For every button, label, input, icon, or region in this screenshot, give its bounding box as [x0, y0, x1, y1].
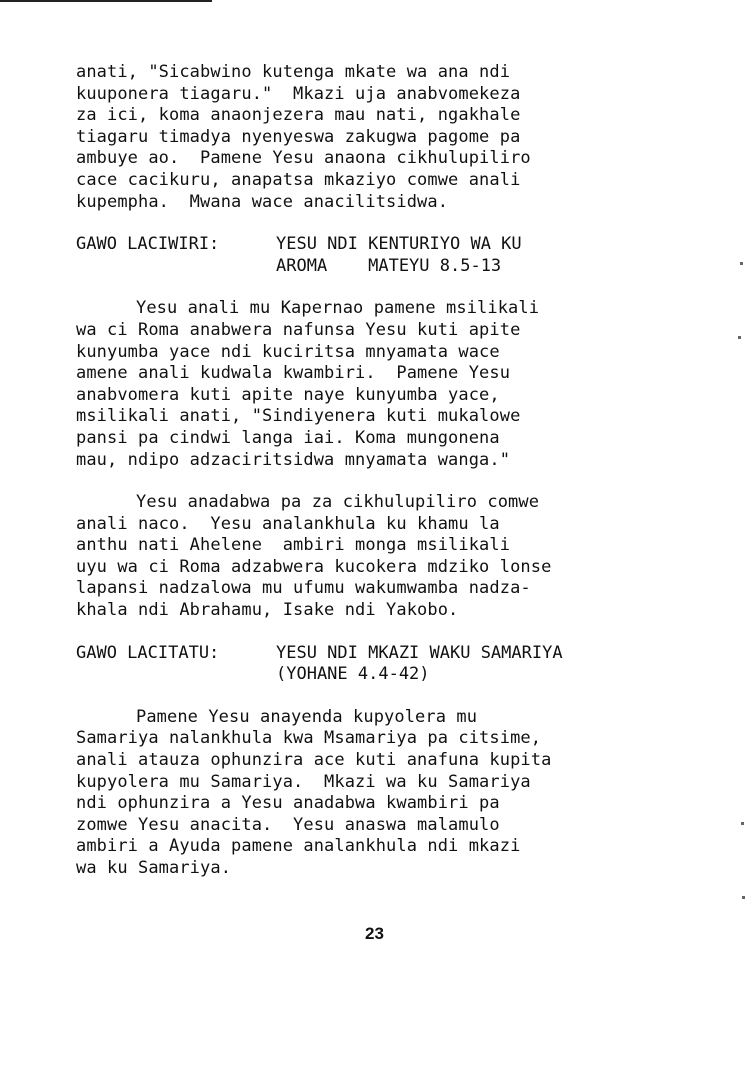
text-line: ambiri a Ayuda pamene analankhula ndi mkazi	[76, 836, 521, 857]
text-line: uyu wa ci Roma adzabwera kucokera mdziko lonse	[76, 556, 552, 577]
section-heading-1	[76, 234, 666, 277]
text-line: ndi ophunzira a Yesu anadabwa kwambiri pa	[76, 793, 500, 814]
text-line: za ici, koma anaonjezera mau nati, ngakhale	[76, 105, 521, 126]
text-line: Yesu anali mu Kapernao pamene msilikali	[136, 298, 540, 319]
text-line: kunyumba yace ndi kuciritsa mnyamata wace	[76, 341, 500, 362]
text-line: tiagaru timadya nyenyeswa zakugwa pagome pa	[76, 126, 521, 147]
text-line: Yesu anadabwa pa za cikhulupiliro comwe	[136, 492, 540, 513]
section-label: GAWO LACITATU:	[76, 642, 220, 663]
paragraph-2	[76, 298, 666, 471]
text-line: anthu nati Ahelene ambiri monga msilikali	[76, 535, 511, 556]
text-line: anali naco. Yesu analankhula ku khamu la	[76, 513, 500, 534]
text-line: pansi pa cindwi langa iai. Koma mungonena	[76, 427, 500, 448]
text-line: Samariya nalankhula kwa Msamariya pa citsime,	[76, 728, 542, 749]
section-heading-2	[76, 643, 666, 686]
section-reference: (YOHANE 4.4-42)	[276, 664, 430, 685]
text-line: anati, "Sicabwino kutenga mkate wa ana ndi	[76, 62, 511, 82]
section-title: YESU NDI MKAZI WAKU SAMARIYA	[276, 642, 563, 663]
text-line: mau, ndipo adzaciritsidwa mnyamata wanga."	[76, 449, 511, 470]
page-content	[76, 62, 666, 901]
paragraph-4	[76, 707, 666, 880]
scan-speck	[742, 896, 745, 899]
paragraph-3	[76, 492, 666, 622]
text-line: lapansi nadzalowa mu ufumu wakumwamba nadza-	[76, 578, 531, 599]
text-line: kupempha. Mwana wace anacilitsidwa.	[76, 191, 449, 212]
paragraph-1	[76, 62, 666, 213]
text-line: khala ndi Abrahamu, Isake ndi Yakobo.	[76, 600, 459, 621]
text-line: Pamene Yesu anayenda kupyolera mu	[136, 706, 478, 727]
section-label: GAWO LACIWIRI:	[76, 234, 220, 255]
section-reference: AROMA MATEYU 8.5-13	[276, 255, 502, 276]
text-line: amene anali kudwala kwambiri. Pamene Yesu	[76, 363, 511, 384]
scan-speck	[741, 822, 744, 825]
text-line: anali atauza ophunzira ace kuti anafuna kupita	[76, 750, 552, 771]
top-rule	[0, 0, 212, 2]
text-line: anabvomera kuti apite naye kunyumba yace,	[76, 384, 500, 405]
scan-speck	[738, 336, 741, 339]
text-line: kuuponera tiagaru." Mkazi uja anabvomekeza	[76, 83, 521, 104]
text-line: zomwe Yesu anacita. Yesu anaswa malamulo	[76, 814, 500, 835]
page-number: 23	[365, 924, 384, 943]
text-line: msilikali anati, "Sindiyenera kuti mukalowe	[76, 406, 521, 427]
text-line: wa ku Samariya.	[76, 858, 232, 878]
text-line: ambuye ao. Pamene Yesu anaona cikhulupiliro	[76, 148, 531, 169]
text-line: wa ci Roma anabwera nafunsa Yesu kuti apite	[76, 319, 521, 340]
section-title: YESU NDI KENTURIYO WA KU	[276, 234, 522, 255]
scan-speck	[740, 262, 743, 265]
text-line: kupyolera mu Samariya. Mkazi wa ku Samariya	[76, 771, 531, 792]
text-line: cace cacikuru, anapatsa mkaziyo comwe anali	[76, 169, 521, 190]
